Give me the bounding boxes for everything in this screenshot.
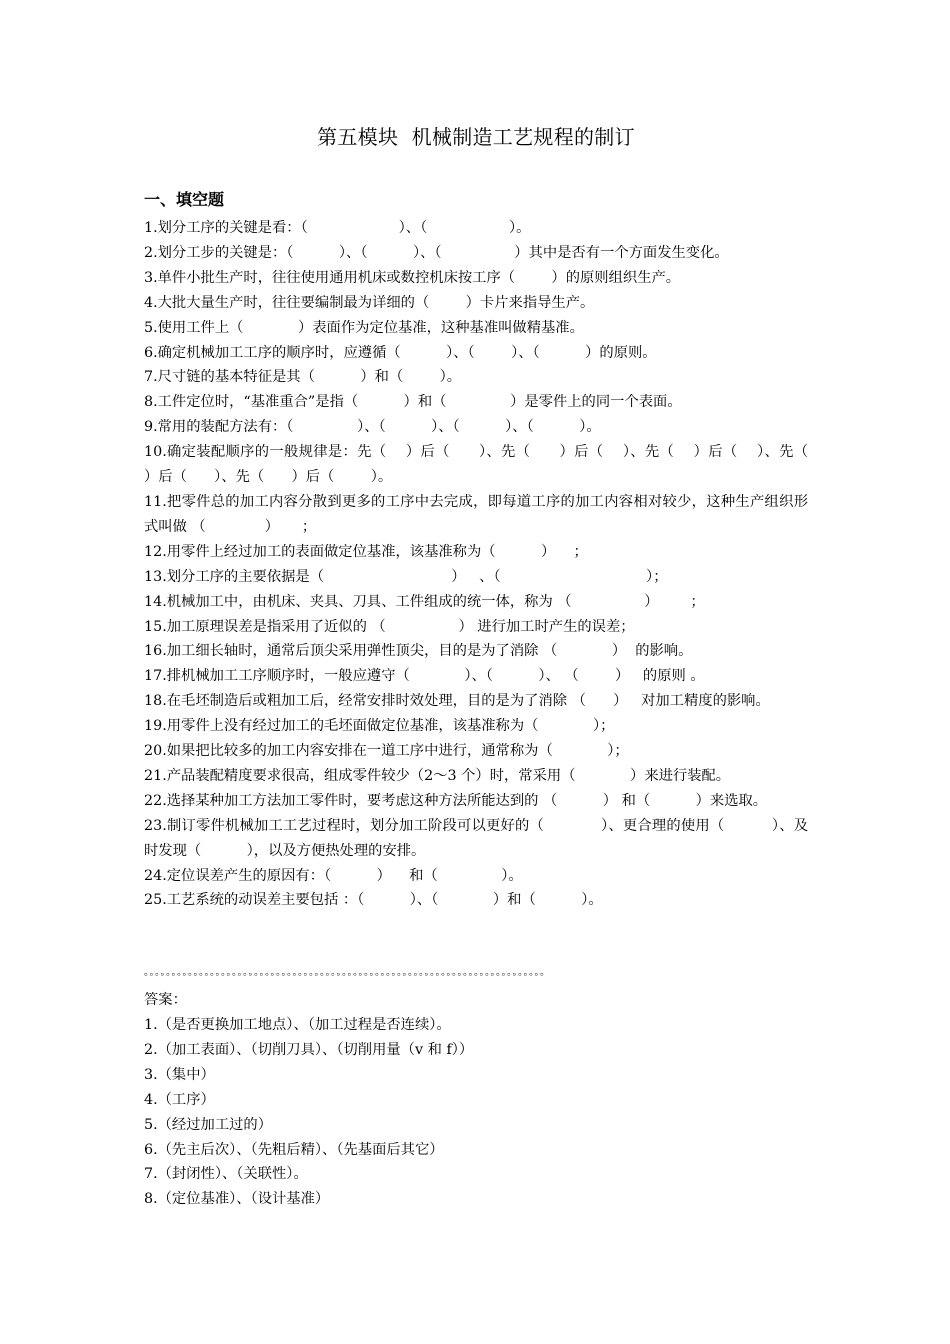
answer-item: 8.（定位基准）、（设计基准）	[144, 1191, 330, 1208]
question-item: 17.排机械加工工序顺序时，一般应遵守（ ）、（ ）、 （ ） 的原则 。	[144, 668, 705, 685]
answer-item: 7.（封闭性）、（关联性）。	[144, 1166, 308, 1183]
question-item: 19.用零件上没有经过加工的毛坯面做定位基准，该基准称为（ ）；	[144, 718, 615, 735]
question-item: 8.工件定位时，“基准重合”是指（ ）和（ ）是零件上的同一个表面。	[144, 394, 682, 411]
question-item: 2.划分工步的关键是：（ ）、（ ）、（ ）其中是否有一个方面发生变化。	[144, 244, 729, 261]
answer-item: 5.（经过加工过的）	[144, 1116, 273, 1133]
question-item: 1.划分工序的关键是看：（ ）、（ ）。	[144, 220, 531, 236]
question-item: 22.选择某种加工方法加工零件时，要考虑这种方法所能达到的 （ ） 和（ ）来选取。	[144, 792, 768, 809]
question-item: 10.确定装配顺序的一般规律是：先（ ）后（ ）、先（ ）后（ ）、先（ ）后（ ）、先（ ）后（ ）、先（ ）后（ ）。	[144, 444, 827, 486]
question-item: 3.单件小批生产时，往往使用通用机床或数控机床按工序（ ）的原则组织生产。	[144, 269, 681, 286]
question-item: 25.工艺系统的动误差主要包括 ：（ ）、（ ）和（ ）。	[144, 892, 603, 909]
question-item: 14.机械加工中，由机床、夹具、刀具、工件组成的统一体，称为 （ ） ；	[144, 593, 705, 610]
answer-item: 6.（先主后次）、（先粗后精）、（先基面后其它）	[144, 1141, 444, 1158]
question-item: 16.加工细长轴时，通常后顶尖采用弹性顶尖，目的是为了消除 （ ） 的影响。	[144, 643, 693, 660]
document-title: 第五模块 机械制造工艺规程的制订	[317, 125, 635, 149]
question-item: 4.大批大量生产时，往往要编制最为详细的（ ）卡片来指导生产。	[144, 294, 595, 311]
section-heading: 一、填空题	[144, 190, 225, 209]
question-item: 20.如果把比较多的加工内容安排在一道工序中进行，通常称为（ ）；	[144, 743, 629, 760]
question-list	[144, 216, 827, 913]
answer-item: 1.（是否更换加工地点）、（加工过程是否连续）。	[144, 1017, 451, 1033]
answer-item: 2.（加工表面）、（切削刀具）、（切削用量（v 和 f））	[144, 1041, 474, 1058]
question-item: 11.把零件总的加工内容分散到更多的工序中去完成，即每道工序的加工内容相对较少，这种生产组织形式叫做 （ ） ；	[144, 493, 808, 535]
question-item: 13.划分工序的主要依据是（ ） 、（ ）；	[144, 568, 668, 585]
question-item: 24.定位误差产生的原因有：（ ） 和（ ）。	[144, 867, 523, 884]
answer-list	[144, 1013, 808, 1212]
question-item: 6.确定机械加工工序的顺序时，应遵循（ ）、（ ）、（ ）的原则。	[144, 344, 657, 361]
question-item: 23.制订零件机械加工工艺过程时，划分加工阶段可以更好的（ ）、更合理的使用（ ）、及时发现（ ），以及方便热处理的安排。	[144, 817, 808, 859]
answer-item: 3.（集中）	[144, 1066, 215, 1083]
document-page	[144, 0, 827, 1344]
question-item: 12.用零件上经过加工的表面做定位基准，该基准称为（ ） ；	[144, 543, 588, 560]
answers-label: 答案：	[144, 992, 187, 1008]
question-item: 7.尺寸链的基本特征是其（ ）和（ ）。	[144, 369, 462, 386]
dotted-divider: 。。。。。。。。。。。。。。。。。。。。。。。。。。。。。。。。。。。。。。。。。。。。。。。。。。。。。。。。。。。。。。。。。。。。。。。。。	[144, 967, 551, 978]
question-item: 15.加工原理误差是指采用了近似的 （ ） 进行加工时产生的误差；	[144, 618, 635, 635]
question-item: 18.在毛坯制造后或粗加工后，经常安排时效处理，目的是为了消除 （ ） 对加工精度的影响。	[144, 693, 770, 710]
answer-item: 4.（工序）	[144, 1091, 215, 1108]
question-item: 21.产品装配精度要求很高，组成零件较少（2～3 个）时，常采用（ ）来进行装配。	[144, 767, 731, 784]
question-item: 9.常用的装配方法有：（ ）、（ ）、（ ）、（ ）。	[144, 419, 601, 436]
question-item: 5.使用工件上（ ）表面作为定位基准，这种基准叫做精基准。	[144, 319, 584, 336]
